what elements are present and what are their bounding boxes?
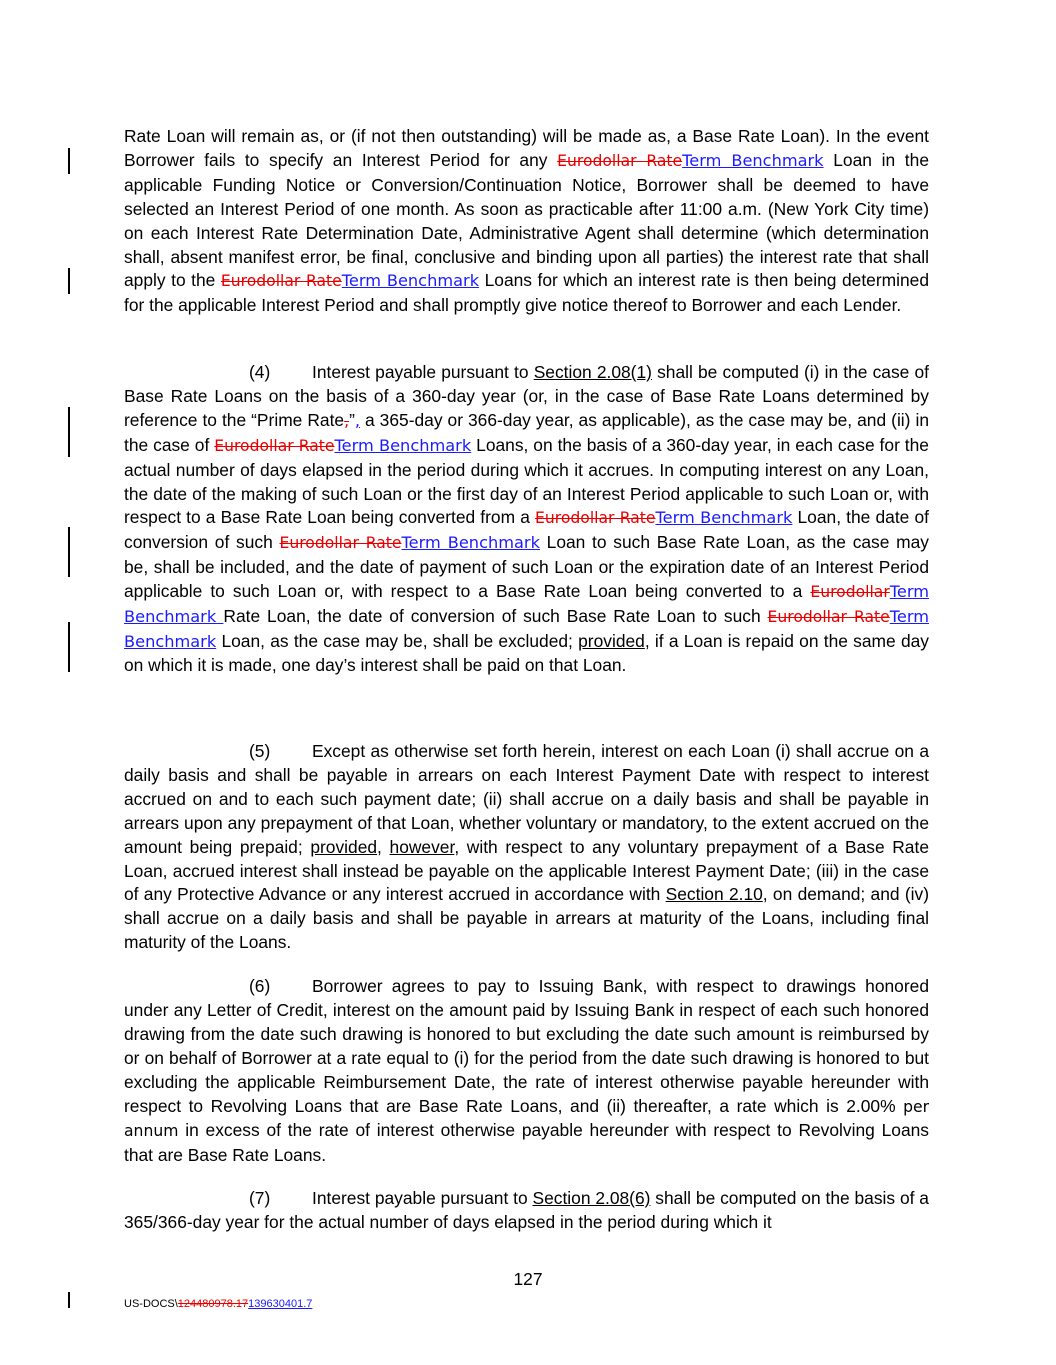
deleted-text: Eurodollar Rate (279, 534, 402, 553)
paragraph-number: (4) (249, 362, 271, 382)
paragraph-4: (4) Interest payable pursuant to Section 2.08(1) shall be computed (i) in the case of Base Rate Loans on the basis of a 360-day year (or, in the case of Base Rate Loans determined by reference to the “Prime Rate,”, a 365-day or 366-day year, as applicable), as the case may be, and (ii) in the case of Eurodollar RateTerm Benchmark Loans, on the basis of a 360-day year, in each case for the actual number of days elapsed in the period during which it accrues. In computing interest on any Loan, the date of the making of such Loan or the first day of an Interest Period applicable to such Loan or, with respect to a Base Rate Loan being converted from a Eurodollar RateTerm Benchmark Loan, the date of conversion of such Eurodollar RateTerm Benchmark Loan to such Base Rate Loan, as the case may be, shall be included, and the date of payment of such Loan or the expiration date of an Interest Period applicable to such Loan or, with respect to a Base Rate Loan being converted to a EurodollarTerm Benchmark Rate Loan, the date of conversion of such Base Rate Loan to such Eurodollar RateTerm Benchmark Loan, as the case may be, shall be excluded; provided, if a Loan is repaid on the same day on which it is made, one day’s interest shall be paid on that Loan. (124, 362, 929, 675)
change-bar (68, 148, 70, 174)
inserted-text: , (354, 410, 361, 430)
paragraph-6: (6) Borrower agrees to pay to Issuing Bank, with respect to drawings honored under any Letter of Credit, interest on the amount paid by Issuing Bank in respect of each such honored drawing from the date such drawing is honored to but excluding the date such amount is reimbursed by or on behalf of Borrower at a rate equal to (i) for the period from the date such drawing is honored to but excluding the applicable Reimbursement Date, the rate of interest otherwise payable hereunder with respect to Revolving Loans that are Base Rate Loans, and (ii) thereafter, a rate which is 2.00% per annum in excess of the rate of interest otherwise payable hereunder with respect to Revolving Loans that are Base Rate Loans. (124, 976, 929, 1166)
page-number: 127 (513, 1269, 543, 1289)
inserted-text: 139630401.7 (248, 1298, 313, 1310)
deleted-text: Eurodollar Rate (767, 608, 890, 627)
deleted-text: Eurodollar Rate (214, 436, 335, 455)
inserted-text: Term Benchmark (124, 607, 929, 651)
section-reference: Section 2.08(6) (532, 1188, 651, 1208)
paragraph-number: (5) (249, 741, 271, 761)
defined-term: however (389, 836, 455, 857)
deleted-text: Eurodollar Rate (220, 272, 342, 291)
change-bar (68, 407, 70, 457)
inserted-text: Term Benchmark (401, 533, 540, 553)
inserted-text: Term Benchmark (682, 150, 824, 170)
change-bar (68, 527, 70, 577)
inserted-text: Term Benchmark (334, 435, 472, 455)
deleted-text: , (344, 411, 350, 430)
change-bar (68, 1292, 70, 1308)
inserted-text: Term Benchmark (655, 508, 793, 528)
paragraph-number: (6) (249, 976, 271, 996)
deleted-text: 124480978.17 (177, 1298, 249, 1310)
paragraph-continuation: Rate Loan will remain as, or (if not then outstanding) will be made as, a Base Rate Loan). In the event Borrower fails to specify an Interest Period for any Eurodollar RateTerm Benchmark Loan in the applicable Funding Notice or Conversion/Continuation Notice, Borrower shall be deemed to have selected an Interest Period of one month. As soon as practicable after 11:00 a.m. (New York City time) on each Interest Rate Determination Date, Administrative Agent shall determine (which determination shall, absent manifest error, be final, conclusive and binding upon all parties) the interest rate that shall apply to the Eurodollar RateTerm Benchmark Loans for which an interest rate is then being determined for the applicable Interest Period and shall promptly give notice thereof to Borrower and each Lender. (124, 126, 929, 316)
defined-term: provided (310, 836, 378, 857)
change-bar (68, 268, 70, 294)
paragraph-7: (7) Interest payable pursuant to Section 2.08(6) shall be computed on the basis of a 365/366-day year for the actual number of days elapsed in the period during which it (124, 1188, 929, 1232)
defined-term: provided (578, 630, 645, 651)
section-reference: Section 2.10 (665, 884, 763, 905)
inserted-text: Term Benchmark (341, 271, 480, 291)
deleted-text: Eurodollar Rate (557, 151, 683, 170)
section-reference: Section 2.08(1) (533, 362, 652, 382)
inserted-text: Term Benchmark (124, 582, 929, 627)
deleted-text: Eurodollar Rate (535, 509, 656, 528)
change-bar (68, 622, 70, 672)
deleted-text: Eurodollar (810, 583, 890, 602)
document-footer-id: US-DOCS\124480978.17139630401.7 (124, 1298, 313, 1310)
paragraph-5: (5) Except as otherwise set forth herein, interest on each Loan (i) shall accrue on a daily basis and shall be payable in arrears on each Interest Payment Date with respect to interest accrued on and to each such payment date; (ii) shall accrue on a daily basis and shall be payable in arrears upon any prepayment of that Loan, whether voluntary or mandatory, to the extent accrued on the amount being prepaid; provided, however, with respect to any voluntary prepayment of a Base Rate Loan, accrued interest shall instead be payable on the applicable Interest Payment Date; (iii) in the case of any Protective Advance or any interest accrued in accordance with Section 2.10, on demand; and (iv) shall accrue on a daily basis and shall be payable in arrears at maturity of the Loans, including final maturity of the Loans. (124, 741, 929, 953)
paragraph-number: (7) (249, 1188, 271, 1208)
latin-term: per annum (124, 1097, 929, 1141)
